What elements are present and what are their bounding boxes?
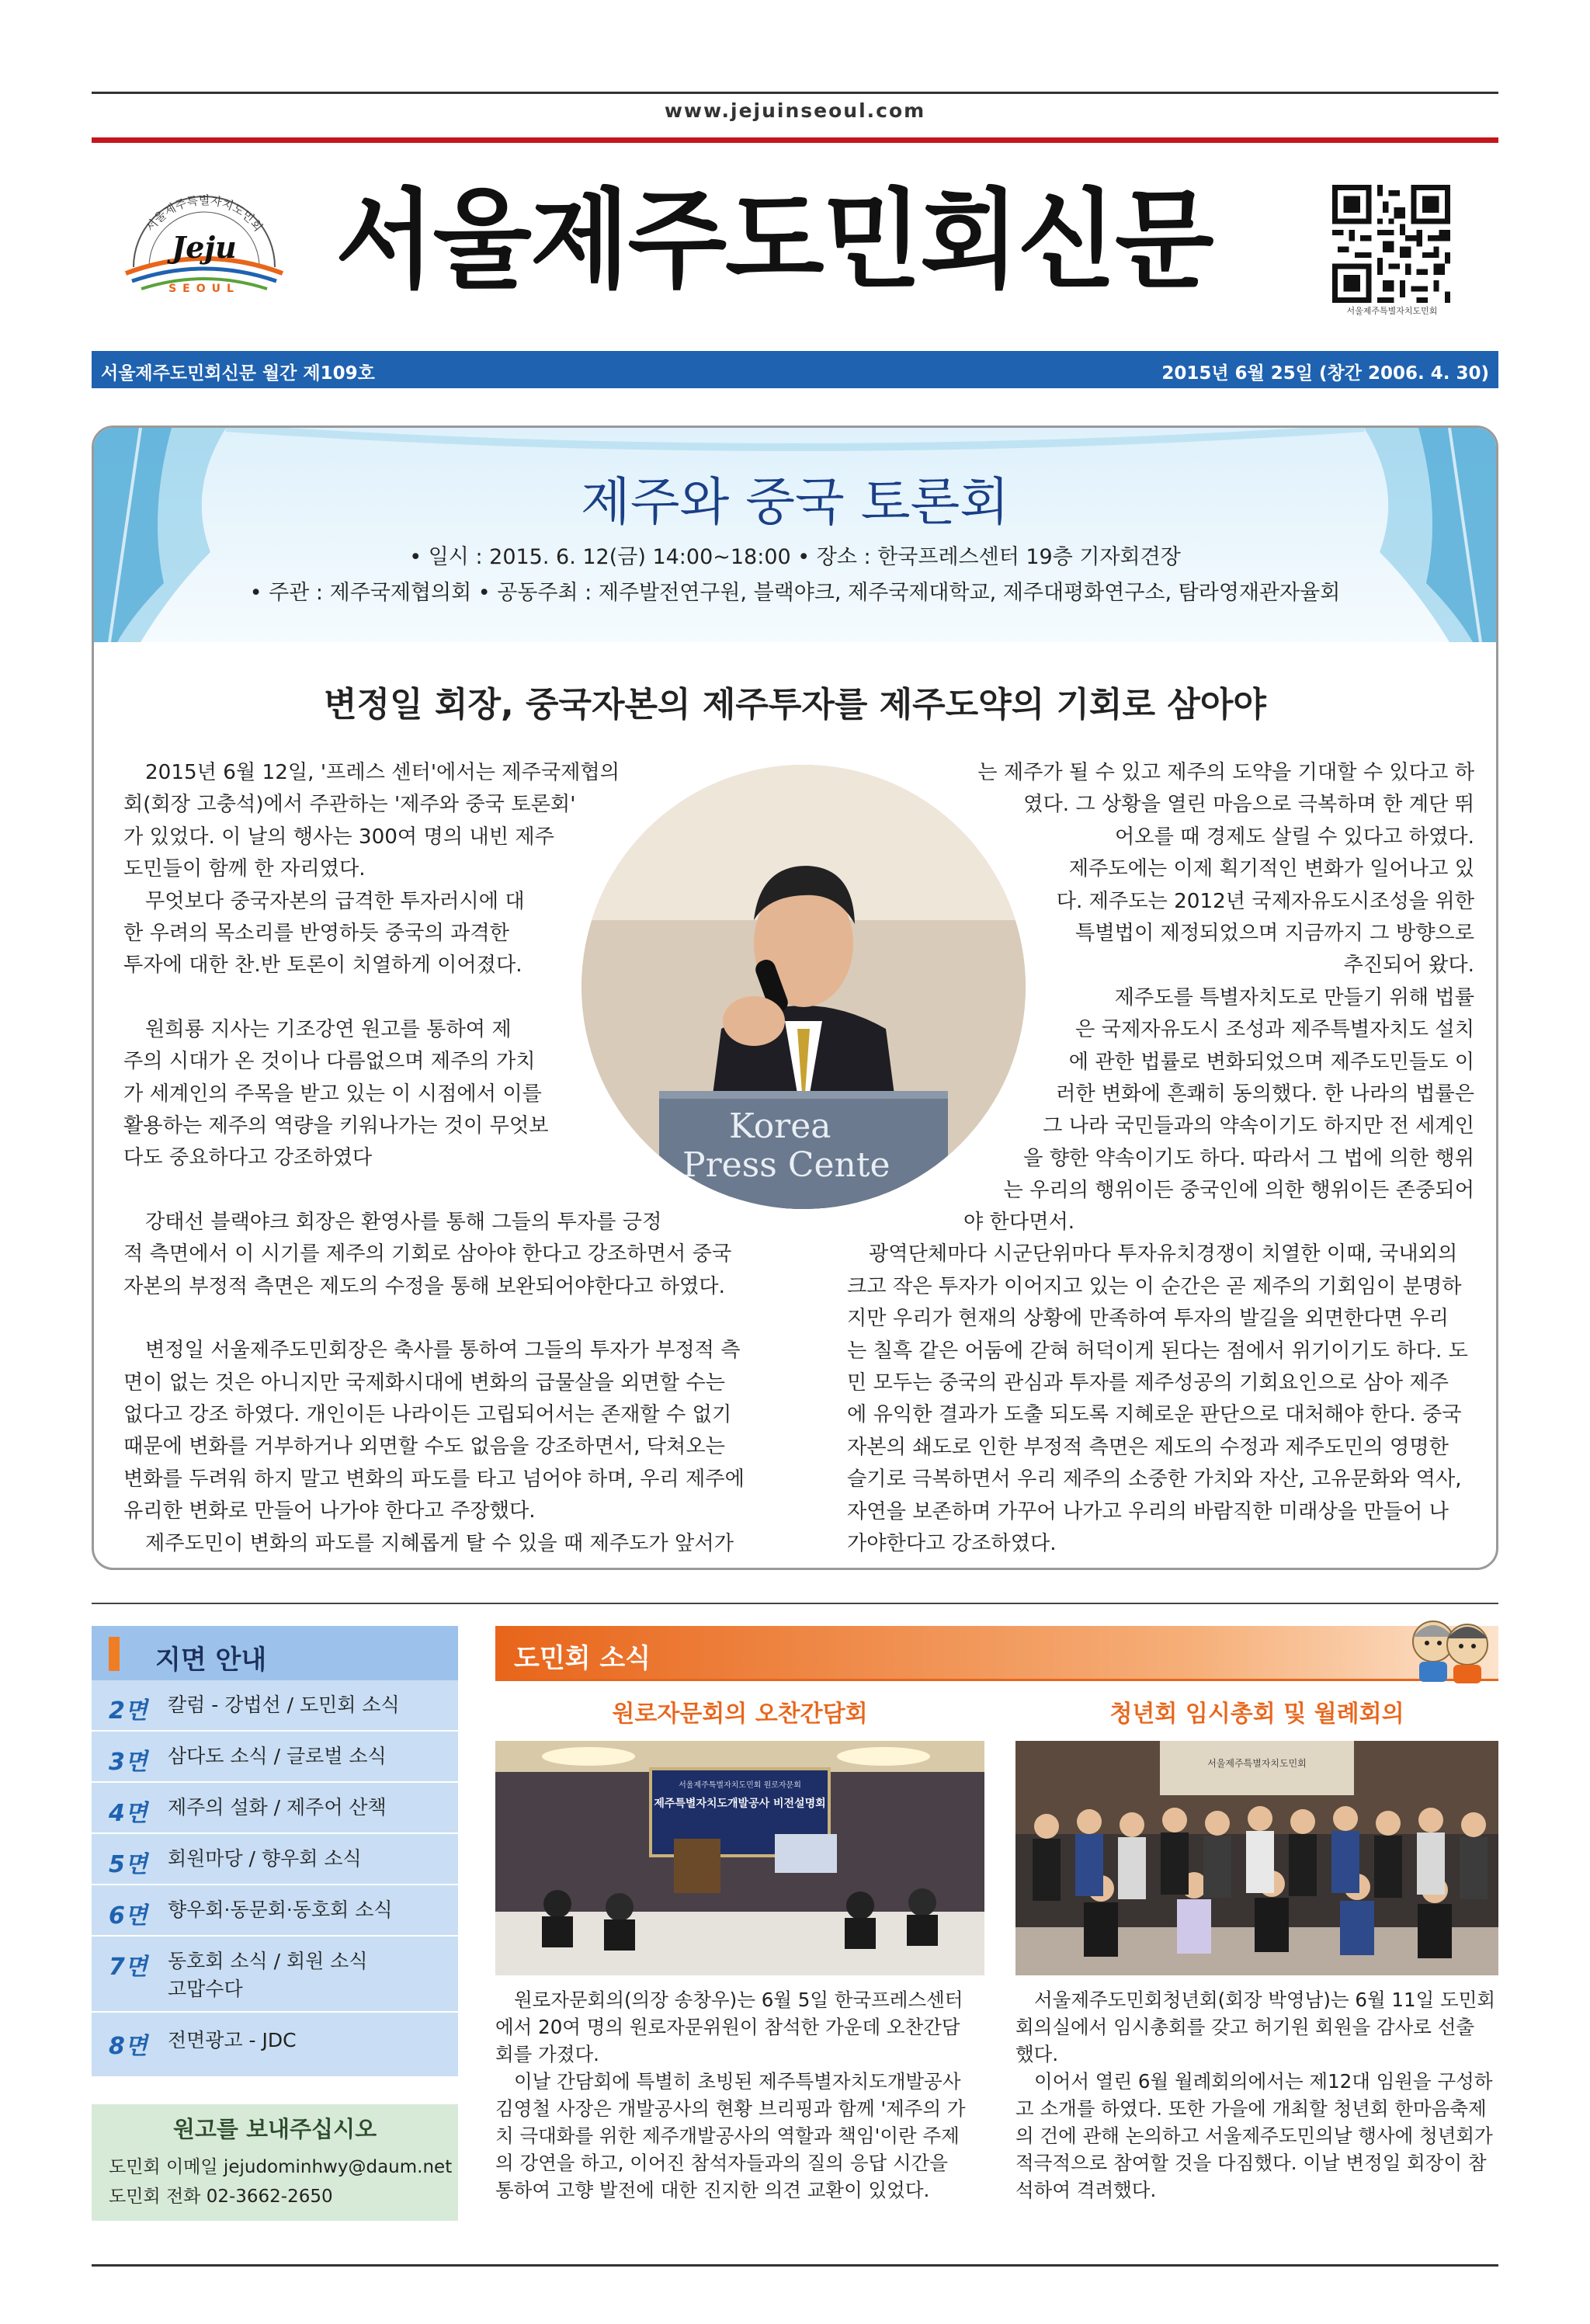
submission-title: 원고를 보내주십시오 <box>172 2116 377 2142</box>
text-line: 고 소개를 하였다. 또한 가을에 개최할 청년회 한마음축제 <box>1015 2097 1487 2120</box>
text-line: 의 강연을 하고, 이어진 참석자들과의 질의 응답 시간을 <box>495 2152 948 2174</box>
conference-room-icon <box>495 1741 984 1975</box>
guide-page-number: 8면 <box>109 2033 148 2060</box>
text-line: 는 제주가 될 수 있고 제주의 도약을 기대할 수 있다고 하 <box>977 761 1474 784</box>
masthead-title: 서울제주도민회신문 <box>335 178 1213 304</box>
news-left-body <box>495 1986 984 2204</box>
text-line: 적극적으로 참여할 것을 다짐했다. 이날 변정일 회장이 참 <box>1015 2152 1487 2174</box>
issue-number: 서울제주도민회신문 월간 제109호 <box>101 363 375 384</box>
text-line: 변정일 서울제주도민회장은 축사를 통하여 그들의 투자가 부정적 측 <box>145 1339 741 1363</box>
qr-code[interactable] <box>1332 185 1450 309</box>
text-line: 투자에 대한 찬.반 토론이 치열하게 이어졌다. <box>123 954 522 978</box>
guide-item-6[interactable] <box>92 1885 458 1937</box>
text-line: 통하여 고향 발전에 대한 진지한 의견 교환이 있었다. <box>495 2179 930 2201</box>
text-line: 였다. 그 상황을 열린 마음으로 극복하며 한 계단 뛰 <box>1023 793 1474 817</box>
article-headline: 변정일 회장, 중국자본의 제주투자를 제주도약의 기회로 삼아야 <box>324 685 1266 724</box>
text-line: 주의 시대가 온 것이나 다름없으며 제주의 가치 <box>123 1050 536 1074</box>
submission-box <box>92 2104 458 2221</box>
youth-group-photo <box>1015 1741 1498 1975</box>
news-section-rule <box>495 1679 1498 1681</box>
text-line: 광역단체마다 시군단위마다 투자유치경쟁이 치열한 이때, 국내외의 <box>869 1242 1458 1266</box>
event-banner <box>94 428 1496 642</box>
text-line: 이날 간담회에 특별히 초빙된 제주특별자치도개발공사 <box>514 2070 961 2093</box>
text-line: 치 극대화를 위한 제주개발공사의 역할과 책임'이란 주제 <box>495 2124 960 2147</box>
text-line: 는 우리의 행위이든 중국인에 의한 행위이든 존중되어 <box>1003 1179 1474 1203</box>
text-line: 활용하는 제주의 역량을 키워나가는 것이 무엇보 <box>123 1114 549 1138</box>
text-line: 을 향한 약속이기도 하다. 따라서 그 법에 의한 행위 <box>1023 1146 1474 1170</box>
guide-item-4[interactable] <box>92 1783 458 1834</box>
text-line: 다도 중요하다고 강조하였다 <box>123 1146 373 1170</box>
text-line: 무엇보다 중국자본의 급격한 투자러시에 대 <box>145 889 525 913</box>
text-line: 했다. <box>1015 2043 1059 2065</box>
article-left-column <box>123 757 651 1207</box>
text-line: 가 세계인의 주목을 받고 있는 이 시점에서 이를 <box>123 1082 542 1106</box>
text-line: 자본의 쇄도로 인한 부정적 측면은 제도의 수정과 제주도민의 영명한 <box>847 1435 1449 1459</box>
event-title: 제주와 중국 토론회 <box>580 472 1009 532</box>
text-line: 은 국제자유도시 조성과 제주특별자치도 설치 <box>1075 1018 1474 1042</box>
text-line: 야 한다면서. <box>963 1211 1075 1234</box>
text-line: 의 건에 관해 논의하고 서울제주도민의날 행사에 청년회가 <box>1015 2124 1493 2147</box>
section-rule <box>92 1603 1498 1604</box>
mascot-icon <box>1402 1610 1498 1685</box>
event-info-line-2: • 주관 : 제주국제협의회 • 공동주최 : 제주발전연구원, 블랙야크, 제주국제대학교, 제주대평화연구소, 탐라영재관자율회 <box>249 581 1341 605</box>
text-line: 원희룡 지사는 기조강연 원고를 통하여 제 <box>145 1017 512 1041</box>
photo-banner-text: 제주특별자치도개발공사 비전설명회 <box>654 1798 826 1810</box>
event-info-line-1: • 일시 : 2015. 6. 12(금) 14:00~18:00 • 장소 : 한국프레스센터 19층 기자회견장 <box>409 545 1181 569</box>
text-line <box>123 1175 651 1207</box>
guide-item-5[interactable] <box>92 1834 458 1885</box>
text-line: 때문에 변화를 거부하거나 외면할 수도 없음을 강조하면서, 닥쳐오는 <box>123 1435 725 1459</box>
text-line: 회의실에서 임시총회를 갖고 허기원 회원을 감사로 선출 <box>1015 2016 1475 2038</box>
guide-item-3[interactable] <box>92 1732 458 1783</box>
page-guide <box>92 1626 458 2076</box>
text-line: 러한 변화에 흔쾌히 동의했다. 한 나라의 법률은 <box>1056 1082 1474 1106</box>
group-photo-icon <box>1015 1741 1498 1975</box>
text-line: 면이 없는 것은 아니지만 국제화시대에 변화의 급물살을 외면할 수는 <box>123 1370 725 1395</box>
guide-item-7[interactable] <box>92 1937 458 2013</box>
text-line: 자연을 보존하며 가꾸어 나가고 우리의 바람직한 미래상을 만들어 나 <box>847 1499 1449 1523</box>
podium-text-2: Press Cente <box>682 1145 890 1185</box>
text-line <box>123 1303 807 1335</box>
text-line: 지만 우리가 현재의 상황에 만족하여 투자의 발길을 외면한다면 우리 <box>847 1307 1449 1331</box>
text-line: 크고 작은 투자가 이어지고 있는 이 순간은 곧 제주의 기회임이 분명하 <box>847 1274 1462 1298</box>
svg-text:서울제주특별자치도민회: 서울제주특별자치도민회 <box>143 193 266 234</box>
text-line: 추진되어 왔다. <box>1343 954 1474 978</box>
luncheon-photo <box>495 1741 984 1975</box>
text-line: 는 칠흑 같은 어둠에 갇혀 허덕이게 된다는 점에서 위기이기도 하다. 도 <box>847 1339 1468 1363</box>
text-line: 가 있었다. 이 날의 행사는 300여 명의 내빈 제주 <box>123 825 554 849</box>
guide-page-topics: 향우회·동문회·동호회 소식 <box>168 1898 393 1921</box>
text-line: 강태선 블랙야크 회장은 환영사를 통해 그들의 투자를 긍정 <box>145 1211 662 1234</box>
text-line: 제주도에는 이제 획기적인 변화가 일어나고 있 <box>1068 857 1474 881</box>
article-left-column-lower <box>123 1207 807 1560</box>
guide-item-2[interactable] <box>92 1680 458 1732</box>
logo-sub: SEOUL <box>168 283 240 295</box>
guide-page-topics-2: 고맙수다 <box>168 1978 243 2000</box>
text-line: 제주도민이 변화의 파도를 지혜롭게 탈 수 있을 때 제주도가 앞서가 <box>145 1531 734 1555</box>
speaker-photo <box>581 765 1026 1209</box>
submission-phone: 도민회 전화 02-3662-2650 <box>109 2187 333 2207</box>
text-line: 가야한다고 강조하였다. <box>847 1532 1057 1556</box>
text-line: 김영철 사장은 개발공사의 현황 브리핑과 함께 '제주의 가 <box>495 2097 966 2120</box>
text-line: 적 측면에서 이 시기를 제주의 기회로 삼아야 한다고 강조하면서 중국 <box>123 1242 732 1266</box>
guide-page-number: 6면 <box>109 1902 148 1930</box>
bottom-rule <box>92 2264 1498 2267</box>
text-line: 도민들이 함께 한 자리였다. <box>123 857 366 881</box>
text-line <box>123 982 651 1014</box>
feature-article <box>92 426 1498 1570</box>
text-line: 에 유익한 결과가 도출 되도록 지혜로운 판단으로 대처해야 한다. 중국 <box>847 1403 1462 1427</box>
jeju-logo <box>118 189 290 304</box>
top-rule <box>92 92 1498 94</box>
text-line: 슬기로 극복하면서 우리 제주의 소중한 가치와 자산, 고유문화와 역사, <box>847 1468 1462 1492</box>
page-guide-title: 지면 안내 <box>155 1645 267 1676</box>
text-line: 민 모두는 중국의 관심과 투자를 제주성공의 기회요인으로 삼아 제주 <box>847 1371 1449 1395</box>
text-line: 이어서 열린 6월 월례회의에서는 제12대 임원을 구성하 <box>1034 2070 1493 2093</box>
text-line: 회를 가졌다. <box>495 2043 599 2065</box>
text-line: 그 나라 국민들과의 약속이기도 하지만 전 세계인 <box>1043 1114 1474 1138</box>
issue-info-bar <box>92 351 1498 388</box>
article-right-column <box>956 757 1474 1207</box>
qr-caption: 서울제주특별자치도민회 <box>1346 306 1438 316</box>
text-line: 2015년 6월 12일, '프레스 센터'에서는 제주국제협의 <box>145 761 620 784</box>
text-line: 에 관한 법률로 변화되었으며 제주도민들도 이 <box>1068 1050 1474 1074</box>
logo-word: Jeju <box>172 230 237 265</box>
guide-item-8[interactable] <box>92 2013 458 2067</box>
issue-date: 2015년 6월 25일 (창간 2006. 4. 30) <box>1161 363 1489 384</box>
text-line: 원로자문회의(의장 송창우)는 6월 5일 한국프레스센터 <box>514 1989 963 2011</box>
guide-page-topics: 칼럼 - 강법선 / 도민회 소식 <box>168 1693 400 1716</box>
text-line: 자본의 부정적 측면은 제도의 수정을 통해 보완되어야한다고 하였다. <box>123 1274 725 1298</box>
text-line: 특별법이 제정되었으며 지금까지 그 방향으로 <box>1075 922 1474 946</box>
text-line: 없다고 강조 하였다. 개인이든 나라이든 고립되어서는 존재할 수 없기 <box>123 1403 732 1427</box>
guide-page-topics: 전면광고 - JDC <box>168 2029 297 2051</box>
news-left-title: 원로자문회의 오찬간담회 <box>612 1700 868 1728</box>
guide-page-number: 7면 <box>109 1954 148 1981</box>
website-url[interactable]: www.jejuinseoul.com <box>664 99 926 122</box>
qr-code-icon <box>1332 185 1450 303</box>
text-line: 변화를 두려워 하지 말고 변화의 파도를 타고 넘어야 하며, 우리 제주에 <box>123 1467 745 1491</box>
news-right-title: 청년회 임시총회 및 월례회의 <box>1109 1700 1404 1728</box>
submission-email[interactable]: 도민회 이메일 jejudominhwy@daum.net <box>109 2157 453 2177</box>
guide-page-number: 4면 <box>109 1800 148 1827</box>
text-line: 석하여 격려했다. <box>1015 2179 1157 2201</box>
text-line: 서울제주도민회청년회(회장 박영남)는 6월 11일 도민회 <box>1034 1989 1496 2011</box>
text-line: 유리한 변화로 만들어 나가야 한다고 주장했다. <box>123 1499 536 1523</box>
photo-banner-text: 서울제주특별자치도민회 <box>1207 1758 1307 1769</box>
text-line: 한 우려의 목소리를 반영하듯 중국의 과격한 <box>123 922 509 946</box>
text-line: 회(회장 고충석)에서 주관하는 '제주와 중국 토론회' <box>123 793 576 817</box>
red-rule <box>92 137 1498 143</box>
guide-page-topics: 회원마당 / 향우회 소식 <box>168 1847 362 1870</box>
news-section-header <box>495 1626 1498 1679</box>
news-section-title: 도민회 소식 <box>514 1643 651 1674</box>
text-line: 에서 20여 명의 원로자문위원이 참석한 가운데 오찬간담 <box>495 2016 960 2038</box>
photo-banner-small: 서울제주특별자치도민회 원로자문회 <box>679 1781 801 1790</box>
text-line: 어오를 때 경제도 살릴 수 있다고 하였다. <box>1114 825 1474 849</box>
guide-page-topics: 삼다도 소식 / 글로벌 소식 <box>168 1745 387 1767</box>
page-guide-header <box>92 1626 458 1680</box>
guide-page-number: 3면 <box>109 1749 148 1776</box>
podium-text-1: Korea <box>729 1106 831 1146</box>
text-line: 다. 제주도는 2012년 국제자유도시조성을 위한 <box>1056 889 1474 913</box>
guide-page-topics: 제주의 설화 / 제주어 산책 <box>168 1796 387 1819</box>
guide-page-number: 5면 <box>109 1851 148 1878</box>
orange-bar <box>109 1637 120 1671</box>
guide-page-topics: 동호회 소식 / 회원 소식 <box>168 1950 368 1972</box>
article-right-column-lower <box>847 1207 1474 1560</box>
news-right-body <box>1015 1986 1498 2204</box>
text-line: 제주도를 특별자치도로 만들기 위해 법률 <box>1114 985 1474 1009</box>
guide-page-number: 2면 <box>109 1697 148 1725</box>
